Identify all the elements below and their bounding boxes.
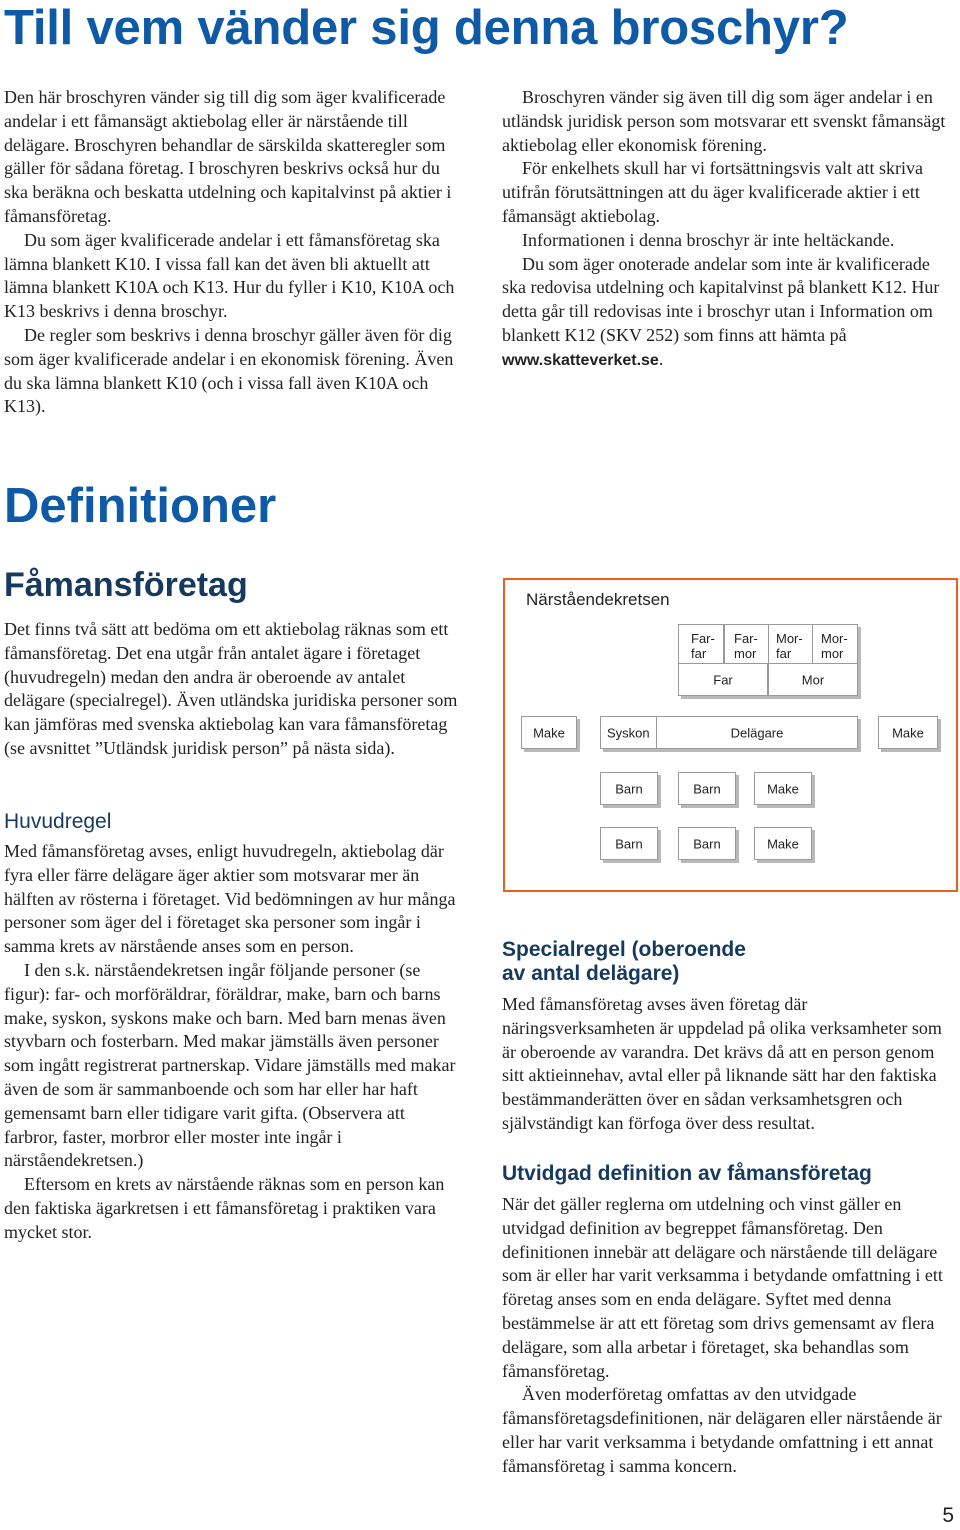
box-label: Make (767, 836, 799, 851)
box-label: Barn (615, 781, 643, 796)
intro-left-column (4, 86, 460, 419)
box-label: Far- mor (734, 631, 758, 661)
box-label: Mor (801, 672, 825, 687)
box-make (754, 772, 812, 805)
box-label: Far (713, 672, 733, 687)
box-barn (600, 772, 658, 805)
box-barn (600, 827, 658, 860)
intro-right-text: Du som äger onoterade andelar som inte är kvalificerade ska redovisa utdelning och kapitalvinst på blankett K12. Hur detta går till redovisas inte i broschyr utan i Information om blankett K12 (SKV 252) som finns att hämta på (502, 253, 940, 345)
utvidgad-paragraph: Även moderföretag omfattas av den utvidgade fåmansföretagsdefinitionen, när delägaren eller närstående är eller har varit verksamma i betydande omfattning i ett annat fåmansföretag i samma koncern. (502, 1384, 942, 1476)
intro-right-paragraph: Informationen i denna broschyr är inte heltäckande. (522, 229, 895, 250)
box-label: Mor- mor (821, 631, 848, 661)
box-label: Syskon (607, 725, 650, 740)
box-label: Make (767, 781, 799, 796)
website-link[interactable]: www.skatteverket.se (502, 351, 659, 369)
huvudregel-paragraph: Med fåmansföretag avses, enligt huvudregeln, aktiebolag där fyra eller färre delägare äger aktier som motsvarar mer än hälften av rösterna i företaget. Vid bedömningen av hur många personer som äger del i företaget ska personer som ingår i samma krets av närstående anses som en person. (4, 841, 456, 957)
box-label: Make (533, 725, 565, 740)
page-number: 5 (942, 1504, 954, 1527)
box-morfar (768, 624, 814, 664)
box-farmor (724, 624, 770, 664)
box-label: Barn (693, 781, 721, 796)
huvudregel-heading: Huvudregel (4, 810, 112, 833)
box-mor (768, 663, 858, 696)
box-make-left (521, 716, 577, 749)
intro-right-paragraph: För enkelhets skull har vi fortsättningsvis valt att skriva utifrån förutsättningen att du äger kvalificerade aktier i ett fåmansägt aktiebolag. (502, 158, 923, 226)
intro-left-paragraph: De regler som beskrivs i denna broschyr gäller även för dig som äger kvalificerade andelar i en ekonomisk förening. Även du ska lämna blankett K10 (och i vissa fall även K10A och K13). (4, 324, 454, 417)
box-syskon (600, 716, 658, 749)
diagram-title: Närståendekretsen (526, 590, 670, 609)
intro-left-paragraph: Du som äger kvalificerade andelar i ett fåmansföretag ska lämna blankett K10. I vissa fall kan det även bli aktuellt att lämna blankett K10A och K13. Hur du fyller i K10, K10A och K13 beskrivs i denna broschyr. (4, 229, 455, 322)
page-title: Till vem vänder sig denna broschyr? (4, 1, 849, 55)
utvidgad-heading: Utvidgad definition av fåmansföretag (502, 1162, 872, 1185)
box-label: Mor- far (776, 631, 803, 661)
huvudregel-paragraph: I den s.k. närståendekretsen ingår följande personer (se figur): far- och morföräldrar, föräldrar, make, barn och barns make, syskon, syskons make och barn. Med barn menas även styvbarn och fosterbarn. Med makar jämställs även personer som ingått registrerat partnerskap. Vidare jämställs med makar även de som är sammanboende och som har eller har haft gemensamt barn eller tidigare varit gifta. (Observera att farbror, faster, morbror eller moster inte ingår i närståendekretsen.) (4, 959, 456, 1171)
intro-left-paragraph: Den här broschyren vänder sig till dig som äger kvalificerade andelar i ett fåmansägt aktiebolag eller är närstående till delägare. Broschyren behandlar de särskilda skatteregler som gäller för sådana företag. I broschyren beskrivs också hur du ska beräkna och beskatta utdelning och kapitalvinst på aktier i fåmansföretag. (4, 87, 452, 226)
box-make-right (878, 716, 938, 749)
box-far (678, 663, 768, 696)
intro-right-paragraph (502, 253, 954, 373)
intro-right-column (502, 86, 954, 373)
famansforetag-heading: Fåmansföretag (4, 566, 248, 604)
definitioner-heading: Definitioner (4, 479, 277, 533)
intro-right-paragraph: Broschyren vänder sig även till dig som äger andelar i en utländsk juridisk person som motsvarar ett svenskt fåmansägt aktiebolag eller ekonomisk förening. (502, 87, 946, 155)
famansforetag-text: Det finns två sätt att bedöma om ett aktiebolag räknas som ett fåmansföretag. Det ena utgår från antalet ägare i företaget (huvudregeln) medan den andra är oberoende av antalet delägare (specialregel). Även utländska juridiska personer som kan jämföras med svenska aktiebolag kan vara fåmansföretag (se avsnittet ”Utländsk juridisk person” på nästa sida). (4, 619, 458, 758)
box-mormor (812, 624, 858, 664)
utvidgad-paragraph: När det gäller reglerna om utdelning och vinst gäller en utvidgad definition av begreppet fåmansföretag. Den definitionen innebär att delägare och närstående till delägare som är eller har varit verksamma i betydande omfattning i ett företag anses som en enda delägare. Syftet med denna bestämmelse är att ett företag som drivs gemensamt av flera delägare, som alla arbetar i företaget, ska behandlas som fåmansföretag. (502, 1194, 943, 1381)
box-farfar (678, 624, 724, 664)
box-label: Make (892, 725, 924, 740)
specialregel-heading: Specialregel (oberoende av antal delägare) (502, 938, 746, 985)
box-delagare (656, 716, 858, 749)
specialregel-text: Med fåmansföretag avses även företag där näringsverksamheten är uppdelad på olika verksamheter som är oberoende av varandra. Det krävs då att en person genom sitt aktieinnehav, avtal eller på liknande sätt har den faktiska bestämmanderätten över en sådan verksamhetsgren och självständigt kan förfoga över dess resultat. (502, 994, 942, 1133)
box-label: Delägare (730, 725, 784, 740)
box-label: Far- far (691, 631, 715, 661)
box-barn (678, 772, 736, 805)
utvidgad-section (502, 1162, 954, 1479)
famansforetag-section (4, 618, 462, 761)
specialregel-section (502, 938, 954, 1136)
box-label: Barn (693, 836, 721, 851)
box-barn (678, 827, 736, 860)
website-suffix: . (658, 348, 664, 369)
huvudregel-paragraph: Eftersom en krets av närstående räknas som en person kan den faktiska ägarkretsen i ett fåmansföretag i praktiken vara mycket stor. (4, 1174, 445, 1242)
huvudregel-section (4, 810, 462, 1245)
box-make (754, 827, 812, 860)
box-label: Barn (615, 836, 643, 851)
